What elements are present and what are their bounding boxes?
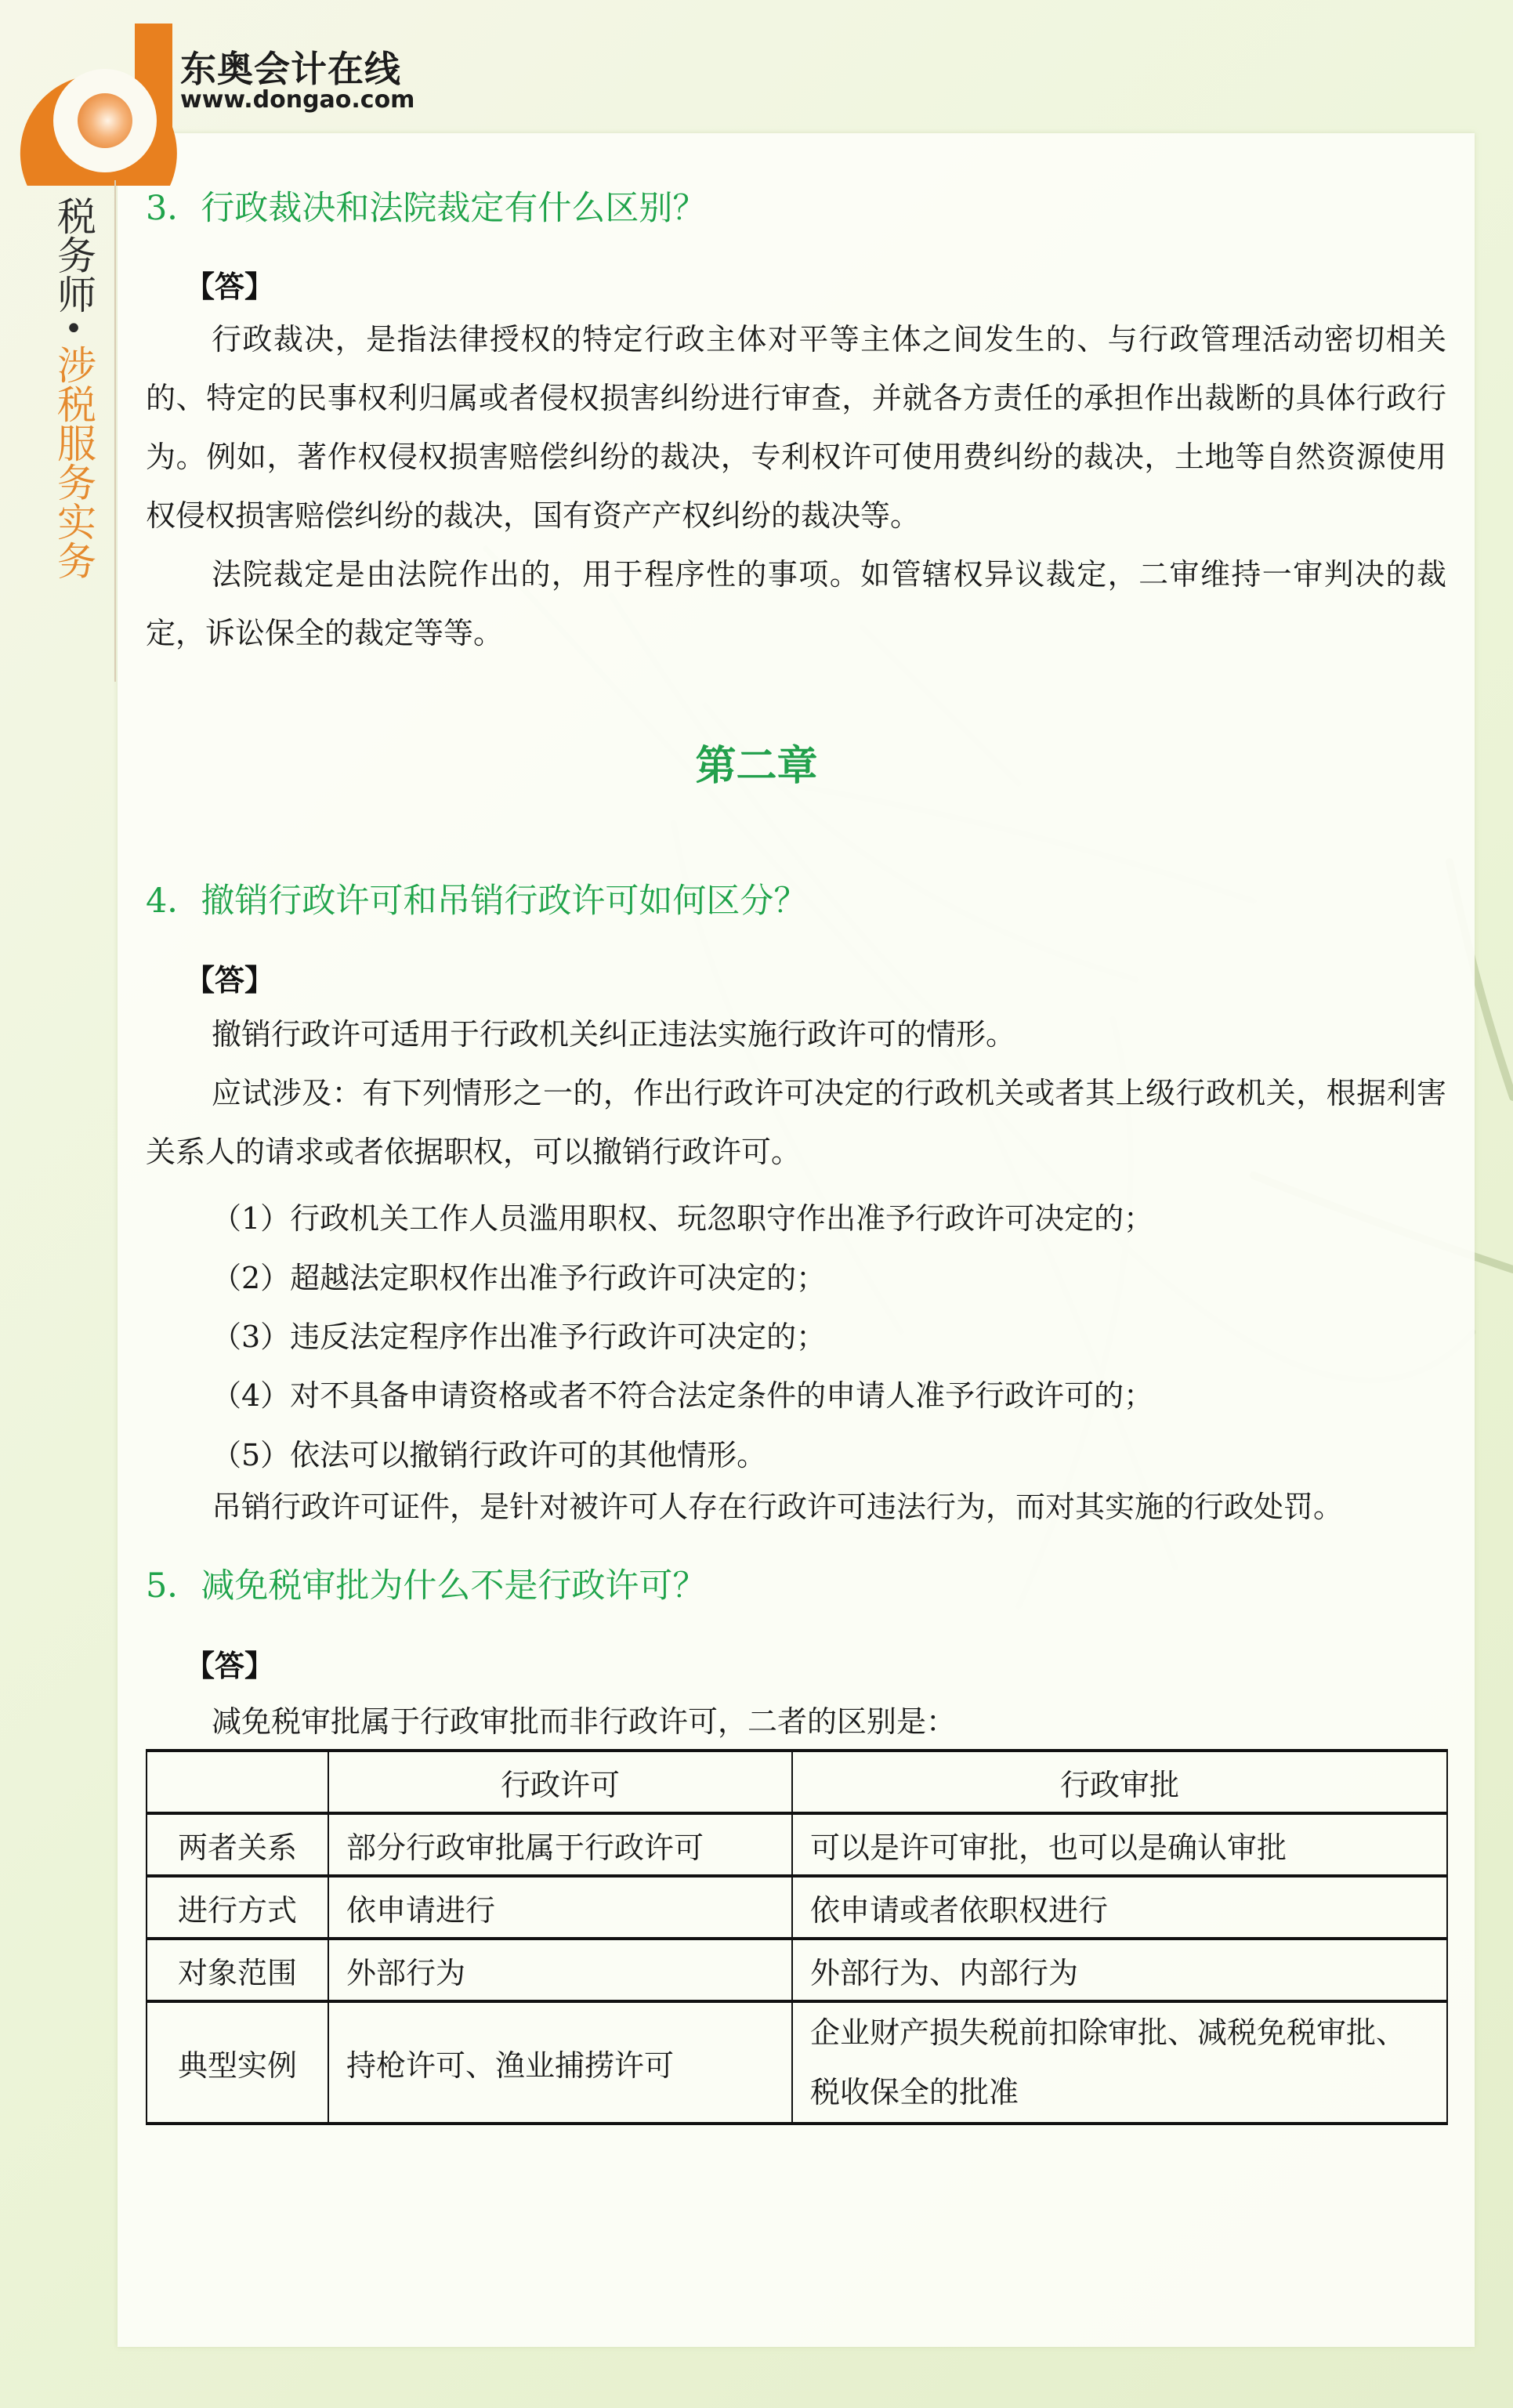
table-cell: 对象范围 [147, 1939, 328, 2001]
question-4-item-5: （5）依法可以撤销行政许可的其他情形。 [212, 1438, 767, 1472]
table-row [147, 1939, 1447, 2001]
table-cell: 可以是许可审批，也可以是确认审批 [792, 1813, 1447, 1876]
table-cell: 持枪许可、渔业捕捞许可 [328, 2001, 792, 2124]
table-header-row [147, 1751, 1447, 1813]
question-4-exam-note: 应试涉及：有下列情形之一的，作出行政许可决定的行政机关或者其上级行政机关，根据利害关系人的请求或者依据职权，可以撤销行政许可。 [146, 1076, 1446, 1169]
question-4-item-1: （1）行政机关工作人员滥用职权、玩忽职守作出准予行政许可决定的； [212, 1201, 1154, 1236]
series-label: 税务师 [51, 196, 96, 313]
brand-name: 东奥会计在线 [180, 48, 401, 90]
question-3-title: 3．行政裁决和法院裁定有什么区别？ [146, 189, 707, 228]
table-cell: 依申请进行 [328, 1876, 792, 1939]
question-4-item-4: （4）对不具备申请资格或者不符合法定条件的申请人准予行政许可的； [212, 1378, 1154, 1413]
table-cell: 两者关系 [147, 1813, 328, 1876]
comparison-table [146, 1749, 1448, 2125]
dongao-logo-icon [17, 17, 182, 186]
table-cell: 依申请或者依职权进行 [792, 1876, 1447, 1939]
table-cell: 企业财产损失税前扣除审批、减税免税审批、税收保全的批准 [792, 2001, 1447, 2124]
question-3-paragraph-2: 法院裁定是由法院作出的，用于程序性的事项。如管辖权异议裁定，二审维持一审判决的裁定，诉讼保全的裁定等等。 [146, 557, 1446, 650]
question-4-item-2: （2）超越法定职权作出准予行政许可决定的； [212, 1261, 827, 1295]
table-cell: 进行方式 [147, 1876, 328, 1939]
table-header-cell [147, 1751, 328, 1813]
subject-label: 涉税服务实务 [51, 345, 96, 580]
table-cell: 部分行政审批属于行政许可 [328, 1813, 792, 1876]
question-4-revoke-note: 吊销行政许可证件，是针对被许可人存在行政许可违法行为，而对其实施的行政处罚。 [212, 1490, 1344, 1524]
sidebar-divider [114, 180, 116, 682]
table-cell: 外部行为、内部行为 [792, 1939, 1447, 2001]
table-row [147, 1876, 1447, 1939]
sidebar-vertical-title [50, 196, 97, 580]
question-3-answer-label: 【答】 [185, 269, 275, 304]
question-4-answer-label: 【答】 [185, 962, 275, 998]
separator-dot: • [64, 311, 83, 347]
chapter-heading: 第二章 [695, 743, 818, 790]
question-5-intro: 减免税审批属于行政审批而非行政许可，二者的区别是： [212, 1704, 957, 1739]
question-4-item-3: （3）违反法定程序作出准予行政许可决定的； [212, 1320, 827, 1354]
table-row [147, 1813, 1447, 1876]
table-cell: 外部行为 [328, 1939, 792, 2001]
question-4-intro: 撤销行政许可适用于行政机关纠正违法实施行政许可的情形。 [212, 1017, 1016, 1052]
question-4-title: 4．撤销行政许可和吊销行政许可如何区分？ [146, 882, 808, 921]
brand-url: www.dongao.com [180, 86, 415, 114]
question-3-paragraph-1: 行政裁决，是指法律授权的特定行政主体对平等主体之间发生的、与行政管理活动密切相关的、特定的民事权利归属或者侵权损害纠纷进行审查，并就各方责任的承担作出裁断的具体行政行为。例如，著作权侵权损害赔偿纠纷的裁决，专利权许可使用费纠纷的裁决，土地等自然资源使用权侵权损害赔偿纠纷的裁决，国有资产产权纠纷的裁决等。 [146, 322, 1446, 533]
table-row [147, 2001, 1447, 2124]
question-5-title: 5．减免税审批为什么不是行政许可？ [146, 1566, 707, 1606]
question-5-answer-label: 【答】 [185, 1648, 275, 1683]
table-cell: 典型实例 [147, 2001, 328, 2124]
table-header-cell: 行政审批 [792, 1751, 1447, 1813]
table-header-cell: 行政许可 [328, 1751, 792, 1813]
